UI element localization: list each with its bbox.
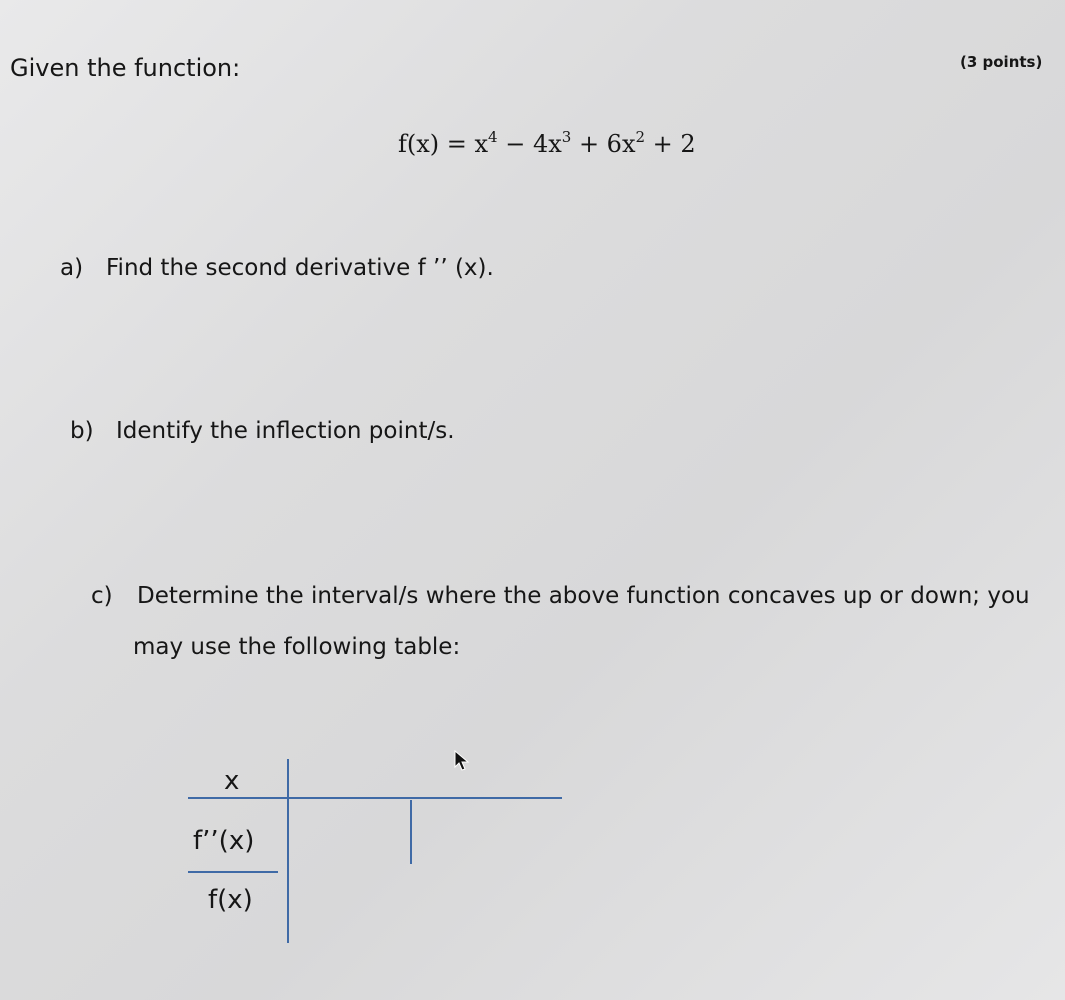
table-row-label-second-derivative: f’’(x) [193, 826, 255, 856]
question-b-text: Identify the inflection point/s. [116, 418, 455, 444]
formula-suffix: + 2 [645, 130, 696, 158]
formula-exp2: 3 [561, 128, 572, 146]
table-header-line [188, 797, 562, 799]
points-label: (3 points) [960, 53, 1043, 71]
question-a-text: Find the second derivative f ’’ (x). [106, 255, 494, 281]
question-a [60, 255, 494, 281]
table-vertical-line-main [287, 759, 289, 943]
question-c-text: Determine the interval/s where the above function concaves up or down; you [137, 583, 1030, 609]
mouse-pointer-icon [454, 750, 470, 776]
question-c [91, 583, 1030, 609]
formula-mid2: + 6x [571, 130, 636, 158]
table-row-label-x: x [224, 766, 240, 796]
table-vertical-line-inner [410, 800, 412, 864]
question-a-label: a) [60, 255, 84, 281]
question-c-label: c) [91, 583, 113, 609]
page-title: Given the function: [10, 54, 241, 82]
table-row-label-f: f(x) [208, 885, 253, 915]
formula-prefix: f(x) = x [398, 130, 489, 158]
function-formula [398, 128, 696, 158]
question-b [70, 418, 455, 444]
table-row-divider [188, 871, 278, 873]
formula-exp3: 2 [635, 128, 646, 146]
formula-mid1: − 4x [497, 130, 562, 158]
question-c-continuation: may use the following table: [133, 634, 461, 660]
formula-exp1: 4 [488, 128, 498, 146]
question-b-label: b) [70, 418, 94, 444]
